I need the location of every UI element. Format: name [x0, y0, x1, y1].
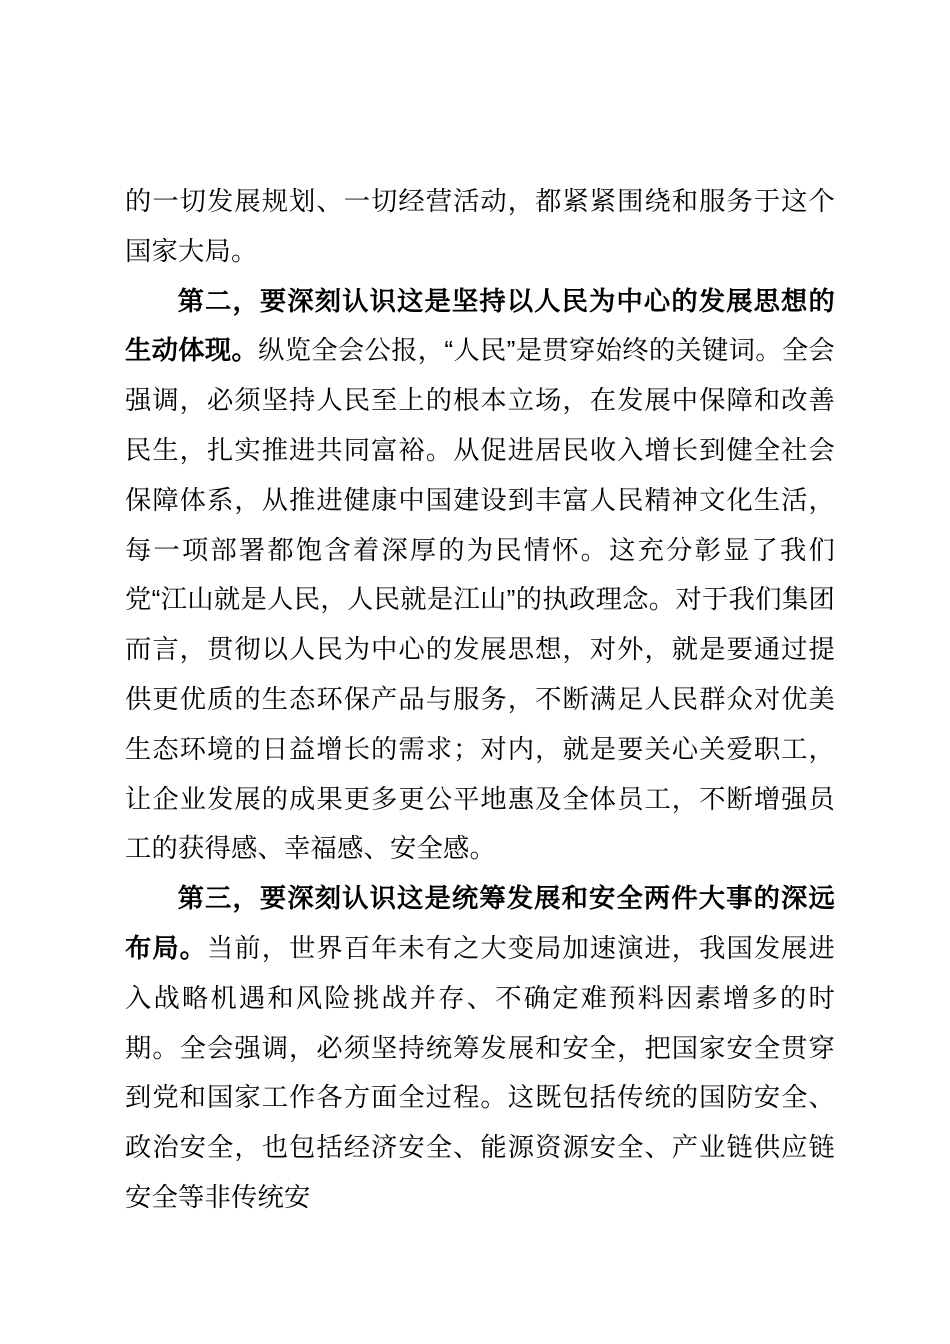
paragraph-continuation — [125, 177, 835, 277]
document-body — [125, 177, 835, 1223]
paragraph-second-point — [125, 277, 835, 875]
paragraph-third-point — [125, 874, 835, 1223]
paragraph-lead-bold: 第三，要深刻认识这是统筹发展和安全两件大事的深远布局。 — [125, 883, 835, 963]
paragraph-text: 的一切发展规划、一切经营活动，都紧紧围绕和服务于这个国家大局。 — [125, 186, 835, 266]
paragraph-text: 当前，世界百年未有之大变局加速演进，我国发展进入战略机遇和风险挑战并存、不确定难预料因素增多的时期。全会强调，必须坚持统筹发展和安全，把国家安全贯穿到党和国家工作各方面全过程。这既包括传统的国防安全、政治安全，也包括经济安全、能源资源安全、产业链供应链安全等非传统安 — [125, 932, 835, 1212]
paragraph-lead-bold: 第二，要深刻认识这是坚持以人民为中心的发展思想的生动体现。 — [125, 285, 835, 366]
paragraph-text: 纵览全会公报，“人民”是贯穿始终的关键词。全会强调，必须坚持人民至上的根本立场，在发展中保障和改善民生，扎实推进共同富裕。从促进居民收入增长到健全社会保障体系，从推进健康中国建设到丰富人民精神文化生活，每一项部署都饱含着深厚的为民情怀。这充分彰显了我们党“江山就是人民，人民就是江山”的执政理念。对于我们集团而言，贯彻以人民为中心的发展思想，对外，就是要通过提供更优质的生态环保产品与服务，不断满足人民群众对优美生态环境的日益增长的需求；对内，就是要关心关爱职工，让企业发展的成果更多更公平地惠及全体员工，不断增强员工的获得感、幸福感、安全感。 — [125, 335, 835, 864]
